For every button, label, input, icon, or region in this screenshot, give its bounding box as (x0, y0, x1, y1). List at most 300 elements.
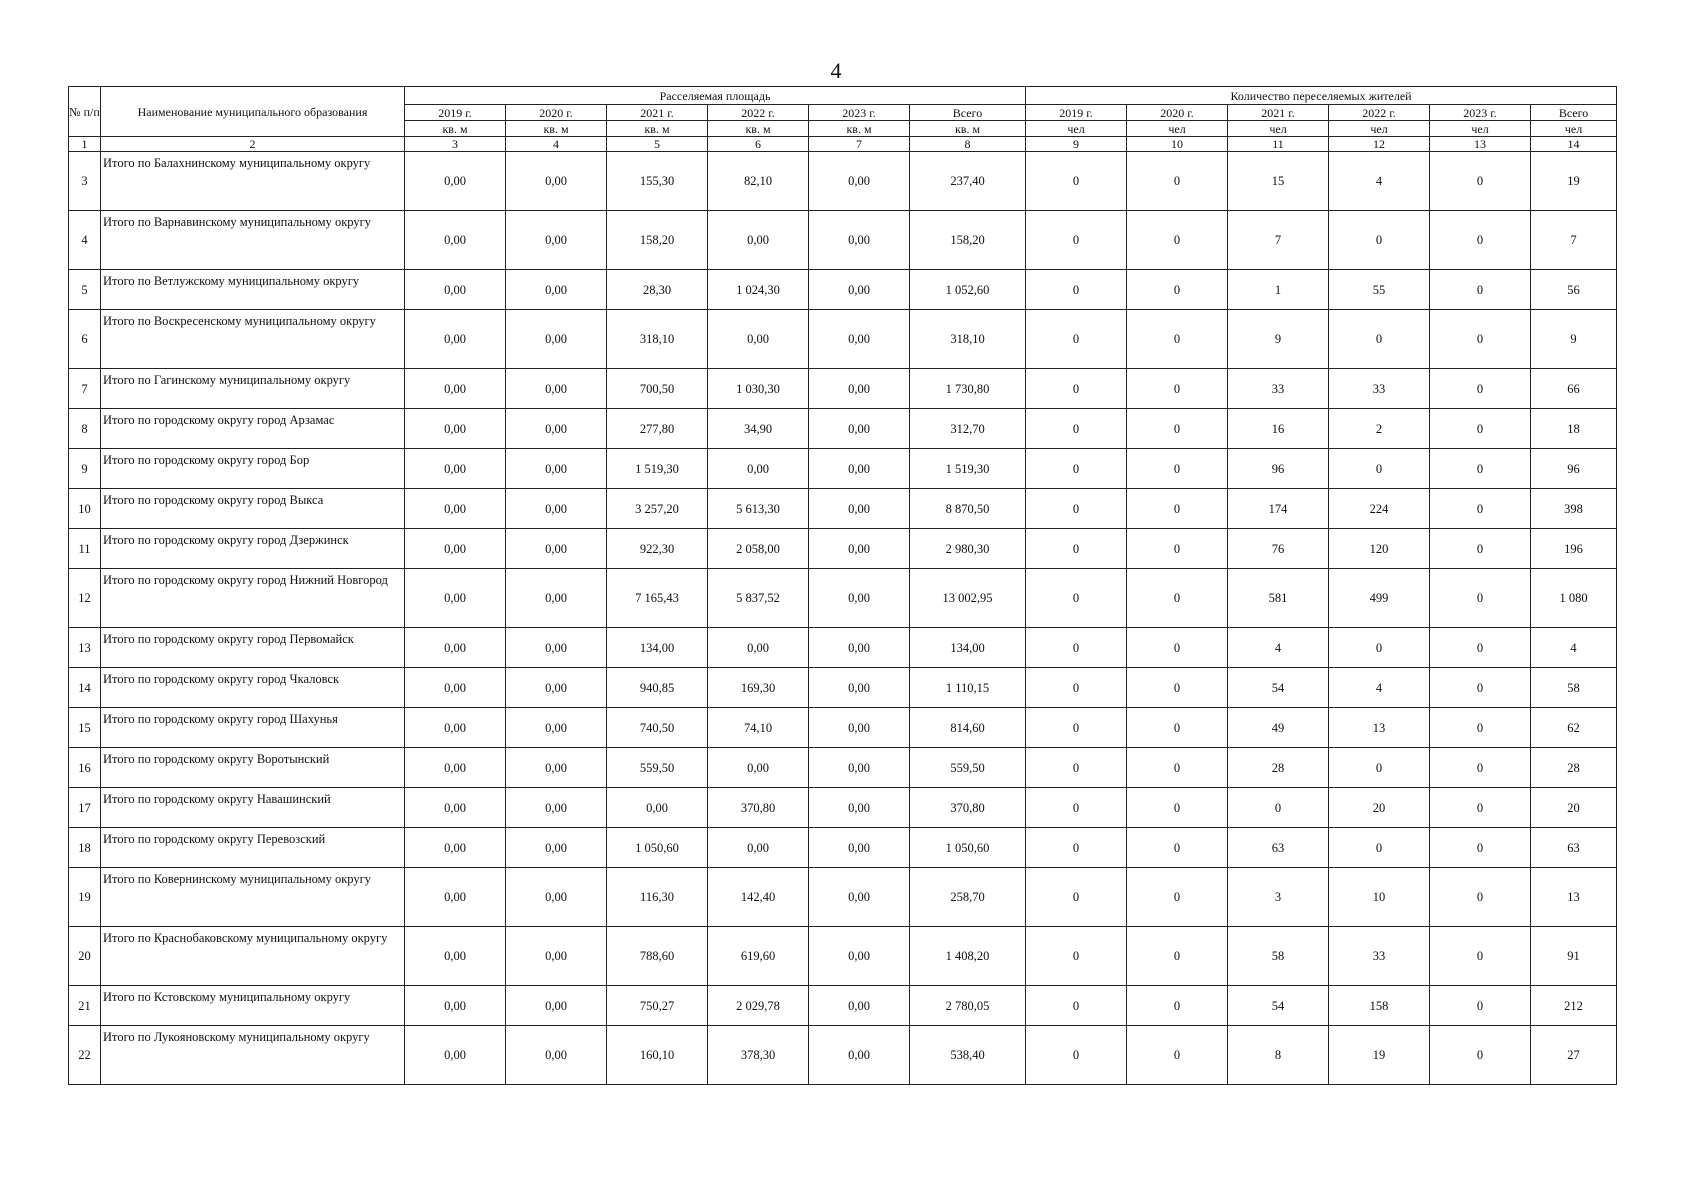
people-cell: 28 (1228, 748, 1329, 788)
header-column-number: 6 (708, 137, 809, 152)
area-cell: 0,00 (809, 310, 910, 369)
people-cell: 4 (1531, 628, 1617, 668)
area-cell: 0,00 (405, 152, 506, 211)
area-cell: 0,00 (405, 927, 506, 986)
area-cell: 13 002,95 (910, 569, 1026, 628)
header-column-number: 4 (506, 137, 607, 152)
people-cell: 13 (1329, 708, 1430, 748)
area-cell: 0,00 (506, 927, 607, 986)
area-cell: 619,60 (708, 927, 809, 986)
area-cell: 5 837,52 (708, 569, 809, 628)
people-cell: 58 (1228, 927, 1329, 986)
area-cell: 1 519,30 (910, 449, 1026, 489)
people-cell: 63 (1228, 828, 1329, 868)
row-number: 7 (69, 369, 101, 409)
row-number: 8 (69, 409, 101, 449)
people-cell: 0 (1329, 828, 1430, 868)
area-cell: 169,30 (708, 668, 809, 708)
people-cell: 0 (1127, 529, 1228, 569)
area-cell: 0,00 (405, 310, 506, 369)
people-cell: 55 (1329, 270, 1430, 310)
people-cell: 0 (1329, 310, 1430, 369)
people-cell: 0 (1026, 748, 1127, 788)
table-row (69, 529, 1617, 569)
area-cell: 277,80 (607, 409, 708, 449)
people-cell: 0 (1026, 369, 1127, 409)
area-cell: 538,40 (910, 1026, 1026, 1085)
municipality-name: Итого по городскому округу Перевозский (101, 828, 405, 868)
area-cell: 0,00 (809, 489, 910, 529)
header-area-unit: кв. м (708, 121, 809, 137)
municipality-name: Итого по городскому округу город Дзержинск (101, 529, 405, 569)
people-cell: 0 (1430, 828, 1531, 868)
municipality-name: Итого по Краснобаковскому муниципальному округу (101, 927, 405, 986)
header-area-year: 2022 г. (708, 105, 809, 121)
area-cell: 0,00 (405, 449, 506, 489)
area-cell: 0,00 (809, 409, 910, 449)
table-row (69, 748, 1617, 788)
people-cell: 0 (1228, 788, 1329, 828)
area-cell: 1 052,60 (910, 270, 1026, 310)
people-cell: 0 (1329, 211, 1430, 270)
area-cell: 0,00 (405, 748, 506, 788)
area-cell: 5 613,30 (708, 489, 809, 529)
people-cell: 158 (1329, 986, 1430, 1026)
people-cell: 19 (1531, 152, 1617, 211)
people-cell: 0 (1026, 310, 1127, 369)
header-area-year: 2021 г. (607, 105, 708, 121)
municipality-name: Итого по городскому округу Навашинский (101, 788, 405, 828)
municipality-name: Итого по городскому округу город Бор (101, 449, 405, 489)
table-row (69, 628, 1617, 668)
table-row (69, 211, 1617, 270)
people-cell: 0 (1127, 409, 1228, 449)
people-cell: 0 (1329, 748, 1430, 788)
people-cell: 0 (1026, 828, 1127, 868)
area-cell: 0,00 (506, 868, 607, 927)
people-cell: 0 (1127, 152, 1228, 211)
people-cell: 33 (1228, 369, 1329, 409)
people-cell: 0 (1026, 1026, 1127, 1085)
header-area-unit: кв. м (607, 121, 708, 137)
area-cell: 3 257,20 (607, 489, 708, 529)
table-row (69, 708, 1617, 748)
header-people-unit: чел (1329, 121, 1430, 137)
people-cell: 0 (1430, 708, 1531, 748)
table-row (69, 152, 1617, 211)
area-cell: 0,00 (809, 986, 910, 1026)
people-cell: 0 (1026, 628, 1127, 668)
header-column-number: 13 (1430, 137, 1531, 152)
area-cell: 0,00 (506, 708, 607, 748)
area-cell: 7 165,43 (607, 569, 708, 628)
people-cell: 62 (1531, 708, 1617, 748)
header-column-number: 5 (607, 137, 708, 152)
header-name: Наименование муниципального образования (101, 87, 405, 137)
area-cell: 158,20 (607, 211, 708, 270)
people-cell: 0 (1127, 927, 1228, 986)
area-cell: 74,10 (708, 708, 809, 748)
area-cell: 0,00 (809, 828, 910, 868)
people-cell: 0 (1430, 529, 1531, 569)
row-number: 14 (69, 668, 101, 708)
people-cell: 9 (1228, 310, 1329, 369)
page-number: 4 (830, 58, 842, 83)
area-cell: 0,00 (809, 270, 910, 310)
people-cell: 0 (1127, 569, 1228, 628)
area-cell: 370,80 (910, 788, 1026, 828)
area-cell: 0,00 (405, 708, 506, 748)
header-column-number: 14 (1531, 137, 1617, 152)
area-cell: 0,00 (405, 788, 506, 828)
header-people-unit: чел (1430, 121, 1531, 137)
people-cell: 0 (1127, 748, 1228, 788)
area-cell: 2 780,05 (910, 986, 1026, 1026)
people-cell: 224 (1329, 489, 1430, 529)
area-cell: 0,00 (506, 788, 607, 828)
area-cell: 82,10 (708, 152, 809, 211)
area-cell: 0,00 (506, 628, 607, 668)
area-cell: 1 024,30 (708, 270, 809, 310)
people-cell: 13 (1531, 868, 1617, 927)
area-cell: 700,50 (607, 369, 708, 409)
area-cell: 1 408,20 (910, 927, 1026, 986)
area-cell: 0,00 (405, 369, 506, 409)
table-row (69, 986, 1617, 1026)
people-cell: 54 (1228, 986, 1329, 1026)
table-body (69, 152, 1617, 1085)
area-cell: 0,00 (405, 986, 506, 1026)
header-people-year: 2020 г. (1127, 105, 1228, 121)
row-number: 15 (69, 708, 101, 748)
row-number: 11 (69, 529, 101, 569)
area-cell: 258,70 (910, 868, 1026, 927)
people-cell: 0 (1430, 788, 1531, 828)
row-number: 3 (69, 152, 101, 211)
municipality-name: Итого по Балахнинскому муниципальному округу (101, 152, 405, 211)
people-cell: 63 (1531, 828, 1617, 868)
header-people-year: Всего (1531, 105, 1617, 121)
area-cell: 1 519,30 (607, 449, 708, 489)
area-cell: 0,00 (506, 152, 607, 211)
row-number: 13 (69, 628, 101, 668)
people-cell: 0 (1430, 668, 1531, 708)
row-number: 21 (69, 986, 101, 1026)
people-cell: 0 (1026, 529, 1127, 569)
area-cell: 8 870,50 (910, 489, 1026, 529)
table-row (69, 310, 1617, 369)
people-cell: 1 080 (1531, 569, 1617, 628)
row-number: 18 (69, 828, 101, 868)
area-cell: 750,27 (607, 986, 708, 1026)
header-area-year: 2023 г. (809, 105, 910, 121)
municipality-name: Итого по Воскресенскому муниципальному округу (101, 310, 405, 369)
header-area-unit: кв. м (910, 121, 1026, 137)
row-number: 9 (69, 449, 101, 489)
area-cell: 0,00 (809, 569, 910, 628)
people-cell: 76 (1228, 529, 1329, 569)
people-cell: 0 (1127, 828, 1228, 868)
area-cell: 0,00 (809, 868, 910, 927)
area-cell: 0,00 (809, 708, 910, 748)
header-people-unit: чел (1026, 121, 1127, 137)
area-cell: 0,00 (506, 748, 607, 788)
people-cell: 0 (1430, 927, 1531, 986)
table-row (69, 369, 1617, 409)
area-cell: 1 050,60 (607, 828, 708, 868)
row-number: 5 (69, 270, 101, 310)
people-cell: 0 (1127, 1026, 1228, 1085)
area-cell: 0,00 (708, 828, 809, 868)
area-cell: 134,00 (607, 628, 708, 668)
area-cell: 0,00 (506, 270, 607, 310)
municipality-name: Итого по городскому округу Воротынский (101, 748, 405, 788)
area-cell: 0,00 (405, 868, 506, 927)
row-number: 16 (69, 748, 101, 788)
people-cell: 0 (1329, 628, 1430, 668)
header-column-number: 11 (1228, 137, 1329, 152)
table-row (69, 828, 1617, 868)
area-cell: 0,00 (405, 628, 506, 668)
area-cell: 0,00 (405, 409, 506, 449)
people-cell: 33 (1329, 369, 1430, 409)
area-cell: 378,30 (708, 1026, 809, 1085)
municipality-name: Итого по Ветлужскому муниципальному округу (101, 270, 405, 310)
area-cell: 814,60 (910, 708, 1026, 748)
area-cell: 0,00 (506, 569, 607, 628)
people-cell: 96 (1531, 449, 1617, 489)
people-cell: 0 (1430, 409, 1531, 449)
people-cell: 0 (1430, 868, 1531, 927)
header-column-number: 2 (101, 137, 405, 152)
people-cell: 0 (1026, 489, 1127, 529)
people-cell: 0 (1127, 986, 1228, 1026)
area-cell: 0,00 (809, 449, 910, 489)
people-cell: 1 (1228, 270, 1329, 310)
people-cell: 7 (1228, 211, 1329, 270)
people-cell: 0 (1026, 270, 1127, 310)
people-cell: 0 (1127, 788, 1228, 828)
people-cell: 54 (1228, 668, 1329, 708)
area-cell: 940,85 (607, 668, 708, 708)
row-number: 17 (69, 788, 101, 828)
area-cell: 318,10 (910, 310, 1026, 369)
people-cell: 0 (1430, 152, 1531, 211)
people-cell: 33 (1329, 927, 1430, 986)
header-people-unit: чел (1531, 121, 1617, 137)
header-column-number: 3 (405, 137, 506, 152)
people-cell: 20 (1329, 788, 1430, 828)
people-cell: 0 (1430, 369, 1531, 409)
row-number: 6 (69, 310, 101, 369)
municipality-name: Итого по Варнавинскому муниципальному округу (101, 211, 405, 270)
area-cell: 0,00 (405, 569, 506, 628)
area-cell: 0,00 (708, 628, 809, 668)
area-cell: 0,00 (809, 211, 910, 270)
people-cell: 9 (1531, 310, 1617, 369)
people-cell: 0 (1127, 369, 1228, 409)
header-column-numbers-row (69, 137, 1617, 152)
header-people-year: 2021 г. (1228, 105, 1329, 121)
people-cell: 0 (1127, 668, 1228, 708)
table-row (69, 868, 1617, 927)
row-number: 10 (69, 489, 101, 529)
area-cell: 559,50 (910, 748, 1026, 788)
people-cell: 0 (1430, 748, 1531, 788)
header-num: № п/п (69, 87, 101, 137)
people-cell: 0 (1127, 449, 1228, 489)
area-cell: 0,00 (809, 927, 910, 986)
area-cell: 318,10 (607, 310, 708, 369)
row-number: 4 (69, 211, 101, 270)
header-people-year: 2023 г. (1430, 105, 1531, 121)
people-cell: 0 (1430, 986, 1531, 1026)
area-cell: 0,00 (506, 529, 607, 569)
area-cell: 0,00 (506, 409, 607, 449)
header-people-unit: чел (1228, 121, 1329, 137)
people-cell: 398 (1531, 489, 1617, 529)
area-cell: 28,30 (607, 270, 708, 310)
area-cell: 312,70 (910, 409, 1026, 449)
area-cell: 0,00 (809, 529, 910, 569)
table-row (69, 409, 1617, 449)
people-cell: 66 (1531, 369, 1617, 409)
area-cell: 160,10 (607, 1026, 708, 1085)
people-cell: 56 (1531, 270, 1617, 310)
municipality-name: Итого по Лукояновскому муниципальному округу (101, 1026, 405, 1085)
header-column-number: 7 (809, 137, 910, 152)
people-cell: 20 (1531, 788, 1617, 828)
people-cell: 18 (1531, 409, 1617, 449)
area-cell: 0,00 (809, 788, 910, 828)
people-cell: 28 (1531, 748, 1617, 788)
people-cell: 8 (1228, 1026, 1329, 1085)
table-row (69, 569, 1617, 628)
people-cell: 7 (1531, 211, 1617, 270)
municipality-name: Итого по городскому округу город Первомайск (101, 628, 405, 668)
area-cell: 0,00 (506, 668, 607, 708)
municipality-name: Итого по городскому округу город Шахунья (101, 708, 405, 748)
header-people-unit: чел (1127, 121, 1228, 137)
area-cell: 788,60 (607, 927, 708, 986)
area-cell: 0,00 (506, 310, 607, 369)
table-row (69, 1026, 1617, 1085)
people-cell: 19 (1329, 1026, 1430, 1085)
area-cell: 0,00 (809, 748, 910, 788)
people-cell: 499 (1329, 569, 1430, 628)
municipality-name: Итого по городскому округу город Нижний Новгород (101, 569, 405, 628)
area-cell: 0,00 (405, 211, 506, 270)
area-cell: 0,00 (607, 788, 708, 828)
people-cell: 0 (1127, 310, 1228, 369)
area-cell: 0,00 (506, 489, 607, 529)
header-column-number: 10 (1127, 137, 1228, 152)
people-cell: 0 (1127, 489, 1228, 529)
people-cell: 174 (1228, 489, 1329, 529)
area-cell: 922,30 (607, 529, 708, 569)
people-cell: 15 (1228, 152, 1329, 211)
people-cell: 0 (1430, 628, 1531, 668)
people-cell: 16 (1228, 409, 1329, 449)
area-cell: 0,00 (809, 628, 910, 668)
row-number: 12 (69, 569, 101, 628)
area-cell: 0,00 (405, 828, 506, 868)
row-number: 22 (69, 1026, 101, 1085)
people-cell: 212 (1531, 986, 1617, 1026)
area-cell: 0,00 (405, 529, 506, 569)
header-area-year: 2019 г. (405, 105, 506, 121)
table-row (69, 449, 1617, 489)
table-row (69, 489, 1617, 529)
area-cell: 2 029,78 (708, 986, 809, 1026)
people-cell: 4 (1329, 668, 1430, 708)
municipality-name: Итого по городскому округу город Арзамас (101, 409, 405, 449)
area-cell: 1 030,30 (708, 369, 809, 409)
header-column-number: 8 (910, 137, 1026, 152)
row-number: 19 (69, 868, 101, 927)
area-cell: 1 110,15 (910, 668, 1026, 708)
area-cell: 740,50 (607, 708, 708, 748)
area-cell: 0,00 (809, 152, 910, 211)
area-cell: 1 050,60 (910, 828, 1026, 868)
area-cell: 0,00 (708, 310, 809, 369)
area-cell: 0,00 (405, 270, 506, 310)
area-cell: 2 058,00 (708, 529, 809, 569)
header-people-year: 2019 г. (1026, 105, 1127, 121)
people-cell: 0 (1127, 270, 1228, 310)
people-cell: 0 (1026, 708, 1127, 748)
area-cell: 34,90 (708, 409, 809, 449)
row-number: 20 (69, 927, 101, 986)
area-cell: 0,00 (405, 668, 506, 708)
people-cell: 0 (1127, 211, 1228, 270)
people-cell: 91 (1531, 927, 1617, 986)
municipality-name: Итого по городскому округу город Чкаловск (101, 668, 405, 708)
area-cell: 237,40 (910, 152, 1026, 211)
people-cell: 2 (1329, 409, 1430, 449)
header-area-year: Всего (910, 105, 1026, 121)
municipality-name: Итого по городскому округу город Выкса (101, 489, 405, 529)
people-cell: 0 (1026, 868, 1127, 927)
area-cell: 134,00 (910, 628, 1026, 668)
people-cell: 0 (1026, 927, 1127, 986)
area-cell: 559,50 (607, 748, 708, 788)
people-cell: 0 (1026, 569, 1127, 628)
area-cell: 1 730,80 (910, 369, 1026, 409)
area-cell: 158,20 (910, 211, 1026, 270)
people-cell: 49 (1228, 708, 1329, 748)
people-cell: 0 (1026, 449, 1127, 489)
people-cell: 3 (1228, 868, 1329, 927)
people-cell: 120 (1329, 529, 1430, 569)
people-cell: 0 (1026, 211, 1127, 270)
header-residents-group: Количество переселяемых жителей (1026, 87, 1617, 105)
people-cell: 0 (1430, 310, 1531, 369)
people-cell: 0 (1127, 628, 1228, 668)
people-cell: 0 (1026, 409, 1127, 449)
area-cell: 0,00 (809, 668, 910, 708)
header-area-unit: кв. м (506, 121, 607, 137)
resettlement-table (68, 86, 1617, 1085)
header-people-year: 2022 г. (1329, 105, 1430, 121)
header-area-year: 2020 г. (506, 105, 607, 121)
people-cell: 0 (1026, 668, 1127, 708)
people-cell: 0 (1430, 569, 1531, 628)
table-row (69, 788, 1617, 828)
municipality-name: Итого по Ковернинскому муниципальному округу (101, 868, 405, 927)
area-cell: 0,00 (506, 449, 607, 489)
municipality-name: Итого по Гагинскому муниципальному округу (101, 369, 405, 409)
